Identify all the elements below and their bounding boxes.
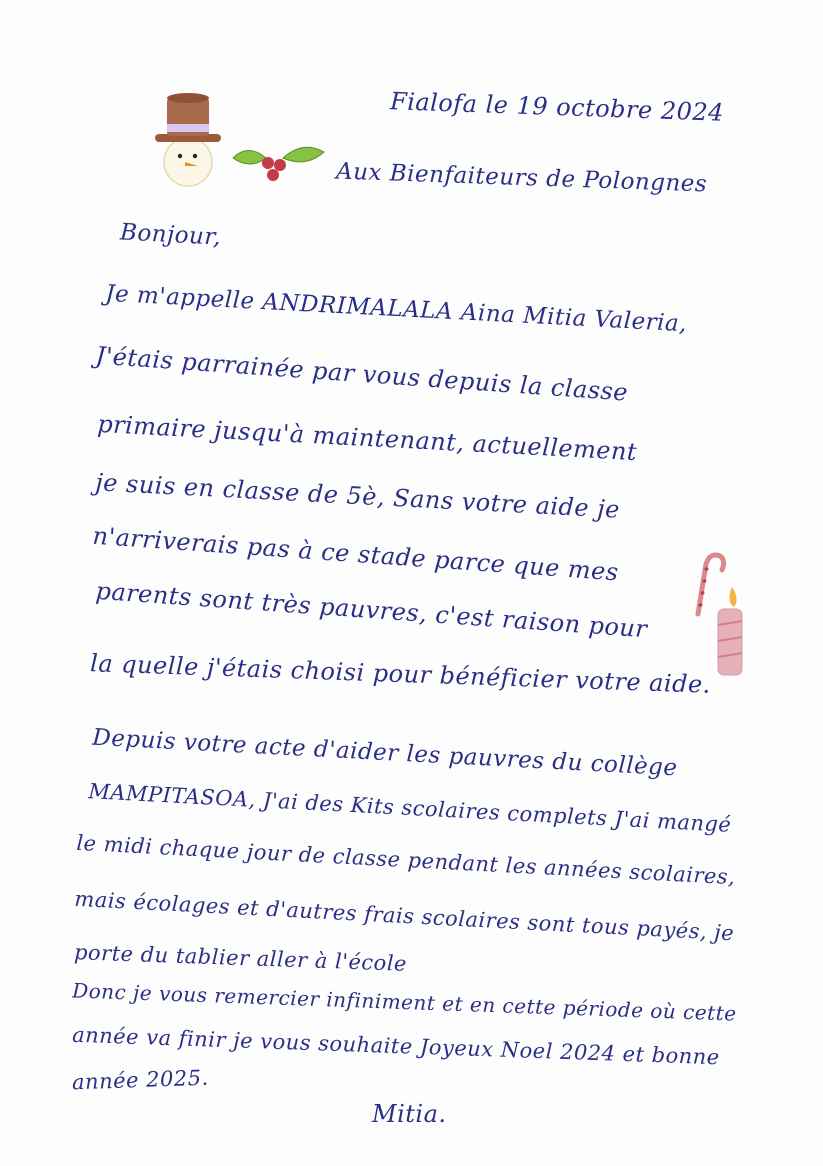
paragraph1-line: Je m'appelle ANDRIMALALA Aina Mitia Valeria, (104, 280, 688, 338)
paragraph1-line: la quelle j'étais choisi pour bénéficier votre aide. (89, 649, 712, 699)
paragraph1-line: je suis en classe de 5è, Sans votre aide je (94, 468, 621, 524)
paragraph1-line: primaire jusqu'à maintenant, actuellement (96, 409, 638, 467)
paragraph2-line: MAMPITASOA, J'ai des Kits scolaires complets J'ai mangé (87, 779, 732, 837)
signature: Mitia. (372, 1100, 447, 1128)
snowman-icon (150, 90, 240, 190)
paragraph1-line: parents sont très pauvres, c'est raison pour (94, 576, 649, 644)
paragraph2-line: le midi chaque jour de classe pendant les années scolaires, (75, 830, 736, 890)
paragraph2-line: Donc je vous remercier infiniment et en cette période où cette (71, 978, 737, 1026)
paragraph2-line: Depuis votre acte d'aider les pauvres du collège (91, 724, 679, 782)
paragraph2-line: année 2025. (71, 1065, 210, 1095)
paragraph1-line: n'arriverais pas à ce stade parce que mes (91, 521, 620, 587)
paragraph2-line: mais écolages et d'autres frais scolaires sont tous payés, je (73, 886, 735, 946)
greeting: Bonjour, (119, 219, 222, 251)
paragraph2-line: année va finir je vous souhaite Joyeux Noel 2024 et bonne (71, 1022, 721, 1070)
paragraph1-line: J'étais parrainée par vous depuis la classe (94, 341, 629, 407)
paragraph2-line: porte du tablier aller à l'école (73, 940, 408, 976)
holly-icon (228, 138, 328, 188)
date-line: Fialofa le 19 octobre 2024 (389, 87, 725, 127)
candle-icon (710, 585, 750, 680)
recipient-line: Aux Bienfaiteurs de Polongnes (335, 158, 708, 198)
